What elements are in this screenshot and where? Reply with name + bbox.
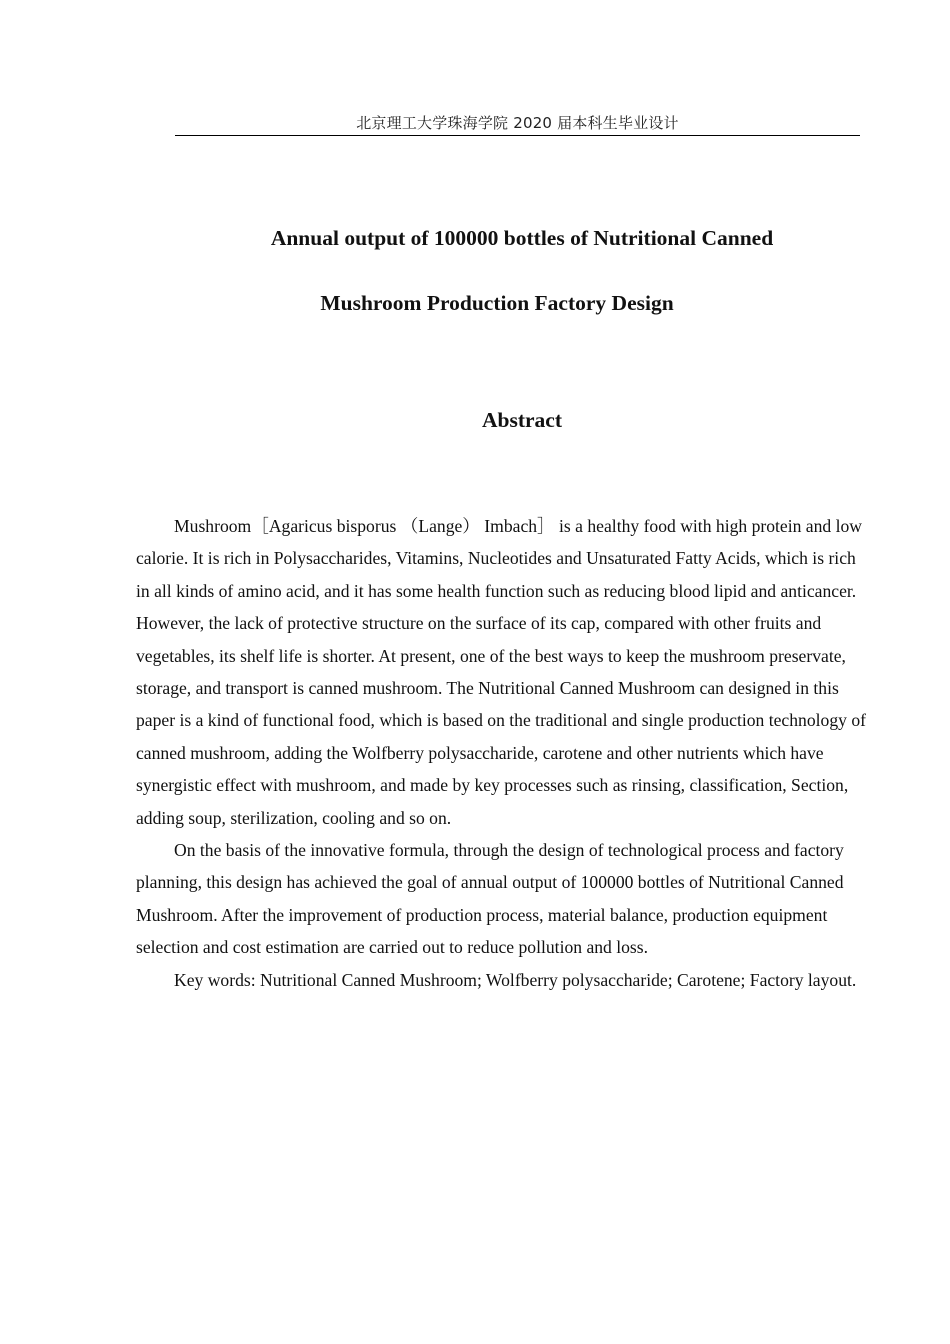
abstract-body	[136, 510, 866, 996]
abstract-heading: Abstract	[481, 408, 562, 432]
title-line-2: Mushroom Production Factory Design	[320, 291, 674, 315]
running-header: 北京理工大学珠海学院 2020 届本科生毕业设计	[175, 113, 860, 136]
abstract-paragraph-1: Mushroom［Agaricus bisporus （Lange） Imbach］ is a healthy food with high protein and low calorie. It is rich in Polysaccharides, Vitamins, Nucleotides and Unsaturated Fatty Acids, which is rich in all kinds of amino acid, and it has some health function such as reducing blood lipid and anticancer. However, the lack of protective structure on the surface of its cap, compared with other fruits and vegetables, its shelf life is shorter. At present, one of the best ways to keep the mushroom preservate, storage, and transport is canned mushroom. The Nutritional Canned Mushroom can designed in this paper is a kind of functional food, which is based on the traditional and single production technology of canned mushroom, adding the Wolfberry polysaccharide, carotene and other nutrients which have synergistic effect with mushroom, and made by key processes such as rinsing, classification, Section, adding soup, sterilization, cooling and so on.	[136, 516, 866, 828]
title-line-1: Annual output of 100000 bottles of Nutritional Canned	[270, 226, 774, 250]
keywords-paragraph: Key words: Nutritional Canned Mushroom; Wolfberry polysaccharide; Carotene; Factory layout.	[174, 969, 857, 990]
abstract-paragraph-2: On the basis of the innovative formula, through the design of technological process and factory planning, this design has achieved the goal of annual output of 100000 bottles of Nutritional Canned Mushroom. After the improvement of production process, material balance, production equipment selection and cost estimation are carried out to reduce pollution and loss.	[136, 840, 844, 958]
